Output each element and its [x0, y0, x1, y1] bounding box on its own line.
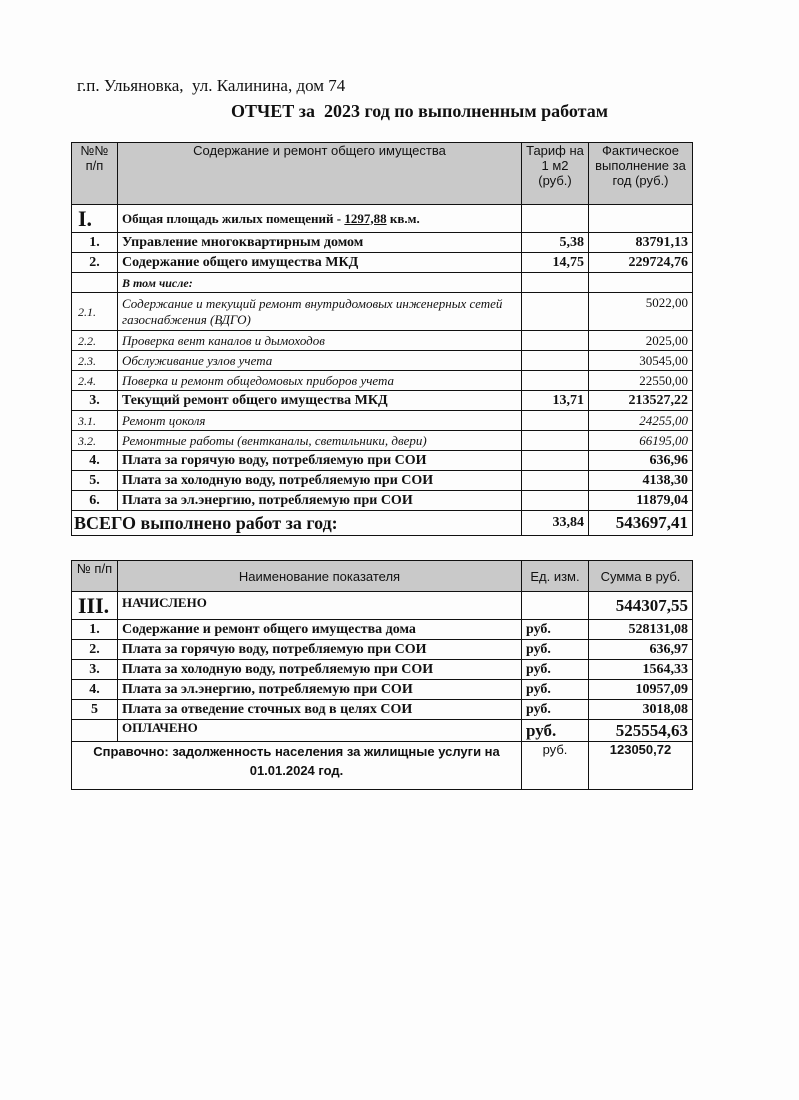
row-name: Ремонтные работы (вентканалы, светильники, двери) — [118, 431, 522, 451]
row-number: 3.1. — [72, 411, 118, 431]
table-row — [72, 620, 693, 640]
row-value: 528131,08 — [589, 620, 693, 640]
row-value: 11879,04 — [589, 491, 693, 511]
table-row — [72, 640, 693, 660]
area-label: Общая площадь жилых помещений - — [122, 210, 345, 226]
row-number: 4. — [72, 680, 118, 700]
row-name: Поверка и ремонт общедомовых приборов учета — [118, 371, 522, 391]
table-row — [72, 451, 693, 471]
row-value: 22550,00 — [589, 371, 693, 391]
row-value: 636,96 — [589, 451, 693, 471]
table-row — [72, 680, 693, 700]
area-label-cell — [118, 205, 522, 233]
row-name: Обслуживание узлов учета — [118, 351, 522, 371]
row-name: Проверка вент каналов и дымоходов — [118, 331, 522, 351]
works-table-header — [72, 143, 693, 205]
report-title: ОТЧЕТ за 2023 год по выполненным работам — [231, 101, 608, 121]
reference-text: Справочно: задолженность населения за жилищные услуги на 01.01.2024 год. — [72, 742, 522, 790]
row-number: 4. — [72, 451, 118, 471]
header-fact: Фактическое выполнение за год (руб.) — [589, 143, 693, 205]
row-number: 6. — [72, 491, 118, 511]
row-tariff — [522, 331, 589, 351]
table-row — [72, 331, 693, 351]
table-row — [72, 233, 693, 253]
header-num: №№ п/п — [72, 143, 118, 205]
empty-cell — [589, 205, 693, 233]
row-number: 3. — [72, 391, 118, 411]
row-value: 1564,33 — [589, 660, 693, 680]
row-number: 2.4. — [72, 371, 118, 391]
table-row — [72, 431, 693, 451]
total-row — [72, 511, 693, 536]
row-value: 636,97 — [589, 640, 693, 660]
row-number: 1. — [72, 620, 118, 640]
reference-row — [72, 742, 693, 790]
header-tariff: Тариф на 1 м2 (руб.) — [522, 143, 589, 205]
row-name: Содержание общего имущества МКД — [118, 253, 522, 273]
header-unit: Ед. изм. — [522, 561, 589, 592]
row-name: Управление многоквартирным домом — [118, 233, 522, 253]
row-name: Плата за холодную воду, потребляемую при СОИ — [118, 471, 522, 491]
row-number: 3.2. — [72, 431, 118, 451]
row-name: Содержание и ремонт общего имущества дома — [118, 620, 522, 640]
row-tariff — [522, 491, 589, 511]
row-number: 5. — [72, 471, 118, 491]
accrued-row — [72, 592, 693, 620]
row-value: 5022,00 — [589, 293, 693, 331]
row-name: Плата за эл.энергию, потребляемую при СОИ — [118, 491, 522, 511]
header-name: Содержание и ремонт общего имущества — [118, 143, 522, 205]
row-value: 10957,09 — [589, 680, 693, 700]
accrued-label: НАЧИСЛЕНО — [118, 592, 522, 620]
row-value: 24255,00 — [589, 411, 693, 431]
area-row — [72, 205, 693, 233]
row-unit: руб. — [522, 660, 589, 680]
header-num: № п/п — [72, 561, 118, 592]
row-tariff — [522, 273, 589, 293]
row-value: 30545,00 — [589, 351, 693, 371]
header-name: Наименование показателя — [118, 561, 522, 592]
paid-unit: руб. — [522, 720, 589, 742]
table-row — [72, 253, 693, 273]
row-unit: руб. — [522, 640, 589, 660]
charges-table — [71, 560, 693, 790]
header-sum: Сумма в руб. — [589, 561, 693, 592]
row-value: 229724,76 — [589, 253, 693, 273]
row-unit: руб. — [522, 680, 589, 700]
row-name: Содержание и текущий ремонт внутридомовых инженерных сетей газоснабжения (ВДГО) — [118, 293, 522, 331]
row-name: Плата за эл.энергию, потребляемую при СОИ — [118, 680, 522, 700]
row-tariff: 14,75 — [522, 253, 589, 273]
table-row — [72, 471, 693, 491]
row-tariff — [522, 451, 589, 471]
row-number: 2.2. — [72, 331, 118, 351]
row-number: 1. — [72, 233, 118, 253]
table-row — [72, 293, 693, 331]
area-unit: кв.м. — [386, 210, 420, 226]
reference-unit: руб. — [522, 742, 589, 790]
area-value: 1297,88 — [344, 210, 387, 226]
empty-cell — [522, 592, 589, 620]
row-name: Плата за холодную воду, потребляемую при СОИ — [118, 660, 522, 680]
row-name: Плата за горячую воду, потребляемую при СОИ — [118, 451, 522, 471]
table-row — [72, 391, 693, 411]
row-name: Плата за отведение сточных вод в целях СОИ — [118, 700, 522, 720]
paid-label: ОПЛАЧЕНО — [118, 720, 522, 742]
table-row — [72, 700, 693, 720]
empty-cell — [72, 720, 118, 742]
row-tariff: 5,38 — [522, 233, 589, 253]
row-unit: руб. — [522, 700, 589, 720]
row-tariff — [522, 351, 589, 371]
row-number: 3. — [72, 660, 118, 680]
works-table — [71, 142, 693, 536]
row-value: 2025,00 — [589, 331, 693, 351]
row-name: Ремонт цоколя — [118, 411, 522, 431]
row-value: 83791,13 — [589, 233, 693, 253]
row-value: 3018,08 — [589, 700, 693, 720]
section-number: III. — [72, 592, 118, 620]
row-name: Текущий ремонт общего имущества МКД — [118, 391, 522, 411]
paid-value: 525554,63 — [589, 720, 693, 742]
row-number: 5 — [72, 700, 118, 720]
row-value — [589, 273, 693, 293]
row-value: 213527,22 — [589, 391, 693, 411]
table-row — [72, 411, 693, 431]
row-tariff: 13,71 — [522, 391, 589, 411]
row-name: В том числе: — [118, 273, 522, 293]
charges-table-header — [72, 561, 693, 592]
reference-value: 123050,72 — [589, 742, 693, 790]
row-tariff — [522, 293, 589, 331]
row-number: 2. — [72, 640, 118, 660]
paid-row — [72, 720, 693, 742]
row-number: 2.3. — [72, 351, 118, 371]
table-row — [72, 273, 693, 293]
row-number: 2.1. — [72, 293, 118, 331]
total-label: ВСЕГО выполнено работ за год: — [72, 511, 522, 536]
row-tariff — [522, 471, 589, 491]
section-number: I. — [72, 205, 118, 233]
row-name: Плата за горячую воду, потребляемую при СОИ — [118, 640, 522, 660]
table-row — [72, 660, 693, 680]
row-number: 2. — [72, 253, 118, 273]
row-number — [72, 273, 118, 293]
row-value: 4138,30 — [589, 471, 693, 491]
empty-cell — [522, 205, 589, 233]
table-row — [72, 351, 693, 371]
row-unit: руб. — [522, 620, 589, 640]
accrued-value: 544307,55 — [589, 592, 693, 620]
table-row — [72, 371, 693, 391]
row-tariff — [522, 371, 589, 391]
address-line: г.п. Ульяновка, ул. Калинина, дом 74 — [77, 76, 346, 95]
total-value: 543697,41 — [589, 511, 693, 536]
total-tariff: 33,84 — [522, 511, 589, 536]
row-value: 66195,00 — [589, 431, 693, 451]
row-tariff — [522, 411, 589, 431]
row-tariff — [522, 431, 589, 451]
table-row — [72, 491, 693, 511]
